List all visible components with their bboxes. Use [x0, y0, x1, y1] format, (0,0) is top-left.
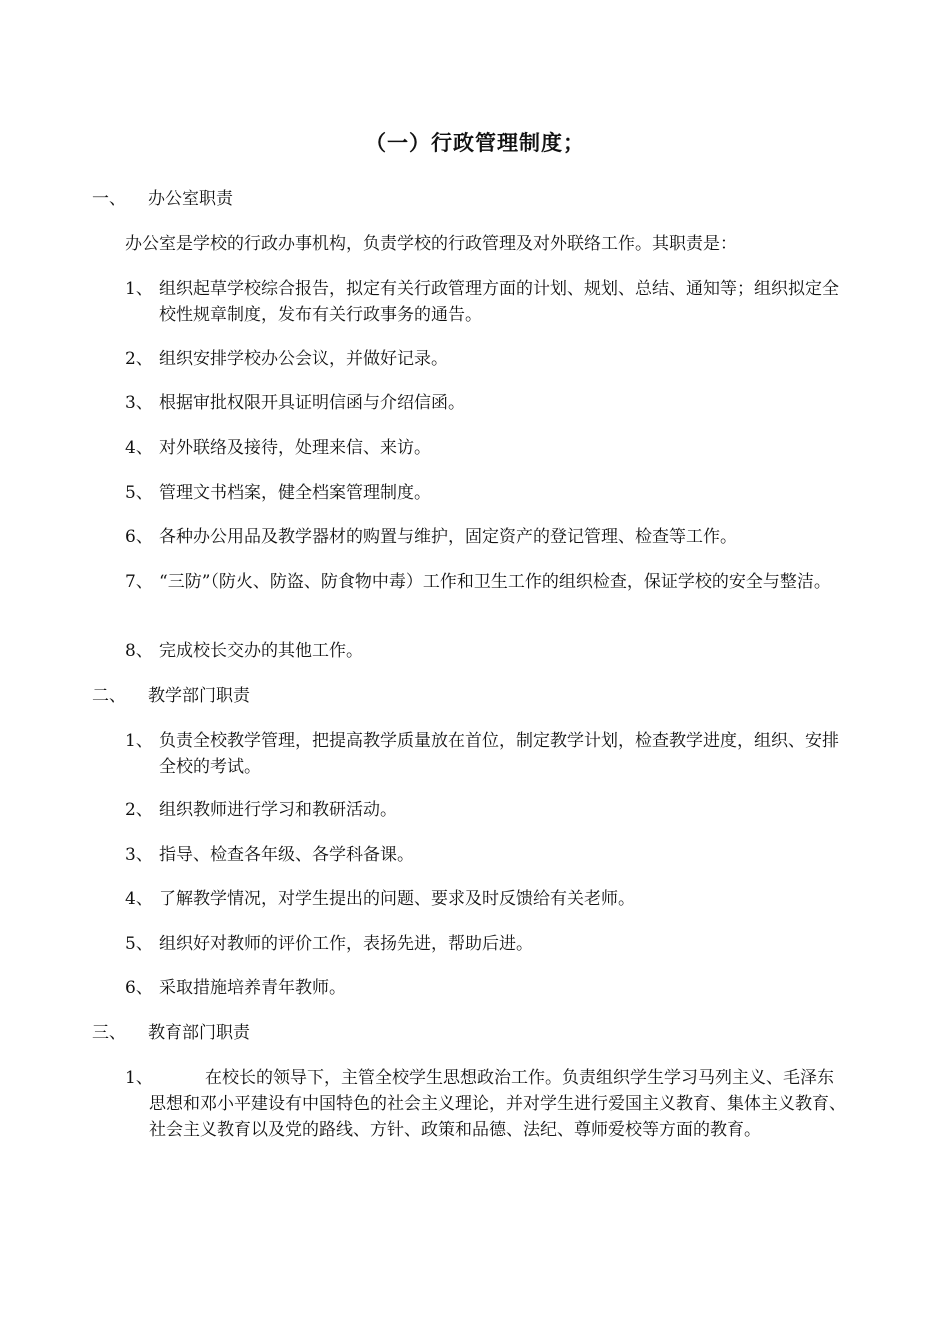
list-item — [125, 480, 850, 506]
section-title: 教学部门职责 — [148, 686, 250, 706]
list-item — [125, 638, 850, 664]
document-title: （一）行政管理制度； — [365, 130, 585, 155]
item-text: 组织起草学校综合报告，拟定有关行政管理方面的计划、规划、总结、通知等；组织拟定全校性规章制度，发布有关行政事务的通告。 — [159, 279, 839, 325]
item-text: 在校长的领导下，主管全校学生思想政治工作。负责组织学生学习马列主义、毛泽东思想和邓小平建设有中国特色的社会主义理论，并对学生进行爱国主义教育、集体主义教育、社会主义教育以及党的路线、方针、政策和品德、法纪、尊师爱校等方面的教育。 — [149, 1068, 846, 1140]
list-item — [125, 728, 850, 780]
item-number: 4、 — [125, 889, 153, 909]
list-item — [125, 1065, 850, 1143]
section-title: 教育部门职责 — [148, 1023, 250, 1043]
section-heading-education — [92, 1020, 250, 1046]
item-number: 6、 — [125, 978, 153, 998]
item-number: 3、 — [125, 845, 153, 865]
list-item — [125, 931, 850, 957]
section-number: 二、 — [92, 686, 126, 706]
list-item — [125, 435, 850, 461]
section-heading-office — [92, 186, 233, 212]
section-title: 办公室职责 — [148, 189, 233, 209]
list-item — [125, 842, 850, 868]
item-text: 完成校长交办的其他工作。 — [159, 641, 363, 661]
item-number: 7、 — [125, 572, 153, 592]
item-text: 组织安排学校办公会议，并做好记录。 — [159, 349, 448, 369]
item-text: 管理文书档案，健全档案管理制度。 — [159, 483, 431, 503]
item-number: 8、 — [125, 641, 153, 661]
section-heading-teaching — [92, 683, 250, 709]
list-item — [125, 276, 850, 328]
item-number: 5、 — [125, 934, 153, 954]
list-item — [125, 886, 850, 912]
item-text: 各种办公用品及教学器材的购置与维护，固定资产的登记管理、检查等工作。 — [159, 527, 737, 547]
item-text: 负责全校教学管理，把提高教学质量放在首位，制定教学计划，检查教学进度，组织、安排全校的考试。 — [159, 731, 839, 777]
item-text: 指导、检查各年级、各学科备课。 — [159, 845, 414, 865]
item-text: 组织教师进行学习和教研活动。 — [159, 800, 397, 820]
list-item — [125, 797, 850, 823]
item-text: “三防”（防火、防盗、防食物中毒）工作和卫生工作的组织检查，保证学校的安全与整洁。 — [159, 572, 831, 592]
item-text: 组织好对教师的评价工作，表扬先进，帮助后进。 — [159, 934, 533, 954]
item-number: 1、 — [125, 279, 153, 299]
item-text: 了解教学情况，对学生提出的问题、要求及时反馈给有关老师。 — [159, 889, 635, 909]
section-number: 三、 — [92, 1023, 126, 1043]
item-text: 对外联络及接待，处理来信、来访。 — [159, 438, 431, 458]
item-number: 1、 — [125, 731, 153, 751]
item-number: 6、 — [125, 527, 153, 547]
item-text: 采取措施培养青年教师。 — [159, 978, 346, 998]
item-number: 4、 — [125, 438, 153, 458]
item-number: 2、 — [125, 800, 153, 820]
section-number: 一、 — [92, 189, 126, 209]
list-item — [125, 975, 850, 1001]
list-item — [125, 569, 850, 595]
item-number: 1、 — [125, 1068, 153, 1088]
item-text: 根据审批权限开具证明信函与介绍信函。 — [159, 393, 465, 413]
item-number: 5、 — [125, 483, 153, 503]
item-number: 3、 — [125, 393, 153, 413]
list-item — [125, 524, 850, 550]
section-intro: 办公室是学校的行政办事机构，负责学校的行政管理及对外联络工作。其职责是： — [125, 234, 737, 254]
list-item — [125, 346, 850, 372]
list-item — [125, 390, 850, 416]
item-number: 2、 — [125, 349, 153, 369]
